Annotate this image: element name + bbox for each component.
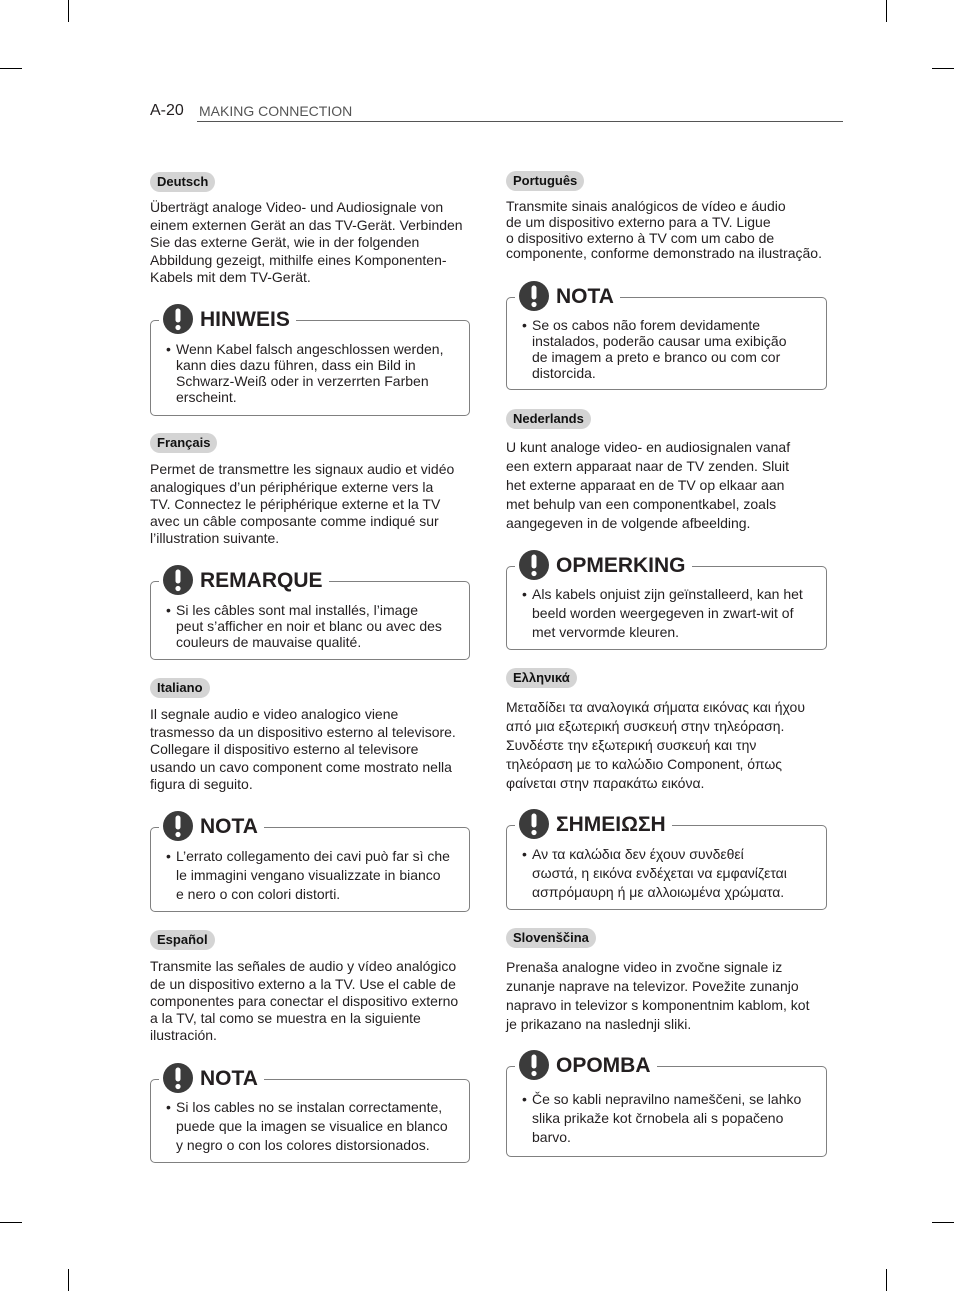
exclamation-icon	[519, 550, 549, 580]
note-box	[506, 812, 827, 910]
note-header	[515, 1050, 657, 1080]
note-line: • Se os cabos não forem devidamente	[532, 317, 761, 333]
body-line: l’illustration suivante.	[150, 530, 280, 547]
body-line: componentes para conectar el dispositivo externo	[150, 992, 459, 1009]
note-title: ΣΗΜΕΙΩΣΗ	[556, 812, 666, 836]
note-line: barvo.	[532, 1128, 571, 1145]
note-bullet-item	[176, 602, 442, 650]
crop-mark	[932, 1222, 954, 1223]
body-line: het externe apparaat en de TV op elkaar aan	[506, 476, 785, 493]
note-box	[506, 553, 827, 650]
exclamation-icon	[519, 1050, 549, 1080]
note-bullet-item	[532, 845, 787, 902]
body-line: ilustración.	[150, 1027, 217, 1044]
body-line: o dispositivo externo à TV com um cabo de	[506, 229, 775, 246]
exclamation-icon	[163, 811, 193, 841]
body-line: zunanje naprave na televizor. Povežite zunanjo	[506, 977, 799, 994]
note-header	[515, 550, 692, 580]
page-number: A-20	[150, 102, 184, 119]
body-line: Transmite sinais analógicos de vídeo e áudio	[506, 198, 786, 215]
crop-mark	[68, 0, 69, 22]
note-bullet-item	[532, 1090, 801, 1147]
body-line: Prenaša analogne video in zvočne signale iz	[506, 958, 783, 975]
exclamation-icon	[519, 809, 549, 839]
note-line: met vervormde kleuren.	[532, 623, 680, 640]
note-line: erscheint.	[176, 389, 237, 405]
body-line: usando un cavo component come mostrato nella	[150, 758, 452, 775]
note-line: peut s’afficher en noir et blanc ou avec des	[176, 618, 442, 634]
note-header	[159, 811, 264, 841]
note-box	[150, 568, 470, 660]
crop-mark	[68, 1269, 69, 1291]
body-line: Collegare il dispositivo esterno al televisore	[150, 741, 419, 758]
language-tag: Slovenščina	[506, 928, 596, 948]
note-box	[150, 1066, 470, 1163]
note-line: • Wenn Kabel falsch angeschlossen werden,	[176, 341, 444, 357]
body-line: Permet de transmettre les signaux audio et vidéo	[150, 461, 455, 478]
note-line: σωστά, η εικόνα ενδέχεται να εμφανίζεται	[532, 864, 787, 881]
section-body	[506, 958, 809, 1034]
section-body	[506, 698, 805, 793]
note-line: Schwarz-Weiß oder in verzerrten Farben	[176, 373, 429, 389]
note-bullet-item	[532, 317, 787, 381]
body-line: analogiques d’un périphérique externe vers la	[150, 478, 434, 495]
note-title: OPOMBA	[556, 1053, 651, 1077]
header-rule	[197, 121, 843, 122]
body-line: de un dispositivo externo a la TV. Use el cable de	[150, 975, 456, 992]
note-bullet-item	[176, 341, 443, 405]
note-line: kann dies dazu führen, dass ein Bild in	[176, 357, 416, 373]
note-title: HINWEIS	[200, 307, 290, 331]
language-tag: Deutsch	[150, 172, 215, 192]
language-tag: Español	[150, 930, 215, 950]
body-line: Μεταδίδει τα αναλογικά σήματα εικόνας και ήχου	[506, 698, 805, 715]
note-line: slika prikaže kot črnobela ali s popačeno	[532, 1109, 784, 1126]
section-body	[150, 199, 463, 287]
note-line: de imagem a preto e branco ou com cor	[532, 349, 781, 365]
language-tag: Português	[506, 171, 584, 191]
note-bullet-item	[176, 847, 450, 904]
body-line: aangegeven in de volgende afbeelding.	[506, 514, 751, 531]
body-line: avec un câble composante comme indiqué sur	[150, 513, 439, 530]
body-line: Sie das externe Gerät, wie in der folgenden	[150, 234, 420, 250]
note-box	[150, 814, 470, 912]
body-line: φαίνεται στην παρακάτω εικόνα.	[506, 774, 705, 791]
note-bullet-item	[532, 585, 803, 642]
body-line: από μια εξωτερική συσκευή στην τηλεόραση.	[506, 717, 785, 734]
note-title: NOTA	[200, 1066, 258, 1090]
note-line: ασπρόμαυρη ή με αλλοιωμένα χρώματα.	[532, 883, 785, 900]
language-tag: Français	[150, 433, 217, 453]
body-line: napravo in televizor s komponentnim kablom, kot	[506, 996, 810, 1013]
note-line: • Als kabels onjuist zijn geïnstalleerd, kan het	[532, 585, 803, 602]
exclamation-icon	[163, 565, 193, 595]
section-body	[506, 199, 822, 262]
crop-mark	[886, 0, 887, 22]
body-line: de um dispositivo externo para a TV. Ligue	[506, 213, 771, 230]
exclamation-icon	[163, 1063, 193, 1093]
note-line: puede que la imagen se visualice en blanco	[176, 1117, 448, 1134]
note-header	[159, 304, 296, 334]
crop-mark	[0, 1222, 22, 1223]
note-line: • Si los cables no se instalan correctamente,	[176, 1098, 443, 1115]
language-tag: Ελληνικά	[506, 668, 577, 688]
exclamation-icon	[519, 281, 549, 311]
crop-mark	[0, 68, 22, 69]
crop-mark	[932, 68, 954, 69]
note-box	[506, 1053, 827, 1157]
note-line: couleurs de mauvaise qualité.	[176, 634, 362, 650]
body-line: a la TV, tal como se muestra en la siguiente	[150, 1010, 421, 1027]
note-line: y negro o con los colores distorsionados.	[176, 1136, 430, 1153]
note-line: instalados, poderão causar uma exibição	[532, 333, 787, 349]
note-line: beeld worden weergegeven in zwart-wit of	[532, 604, 794, 621]
section-body	[150, 706, 456, 794]
section-body	[506, 438, 790, 533]
body-line: Kabels mit dem TV-Gerät.	[150, 269, 311, 285]
note-header	[515, 281, 620, 311]
body-line: met behulp van een componentkabel, zoals	[506, 495, 777, 512]
body-line: einem externen Gerät an das TV-Gerät. Verbinden	[150, 216, 463, 233]
crop-mark	[886, 1269, 887, 1291]
note-header	[159, 1063, 264, 1093]
section-body	[150, 461, 454, 547]
exclamation-icon	[163, 304, 193, 334]
note-header	[159, 565, 329, 595]
body-line: Abbildung gezeigt, mithilfe eines Komponenten-	[150, 251, 447, 268]
language-tag: Italiano	[150, 678, 210, 698]
section-body	[150, 958, 458, 1044]
body-line: een extern apparaat naar de TV zenden. Sluit	[506, 457, 790, 474]
note-title: REMARQUE	[200, 568, 323, 592]
body-line: Überträgt analoge Video- und Audiosignale von	[150, 199, 444, 215]
note-line: • Si les câbles sont mal installés, l’image	[176, 602, 418, 618]
body-line: componente, conforme demonstrado na ilustração.	[506, 245, 822, 262]
note-title: NOTA	[556, 284, 614, 308]
body-line: τηλεόραση με το καλώδιο Component, όπως	[506, 755, 783, 772]
body-line: Transmite las señales de audio y vídeo analógico	[150, 958, 457, 975]
note-line: • Če so kabli nepravilno nameščeni, se lahko	[532, 1090, 802, 1107]
note-box	[150, 307, 470, 416]
body-line: TV. Connectez le périphérique externe et la TV	[150, 495, 441, 512]
note-bullet-item	[176, 1098, 448, 1155]
body-line: Il segnale audio e video analogico viene	[150, 706, 399, 723]
note-line: • L’errato collegamento dei cavi può far sì che	[176, 847, 450, 864]
note-line: distorcida.	[532, 365, 596, 381]
body-line: Συνδέστε την εξωτερική συσκευή και την	[506, 736, 757, 753]
chapter-title: MAKING CONNECTION	[199, 103, 353, 119]
note-line: le immagini vengano visualizzate in bianco	[176, 866, 441, 883]
note-line: • Αν τα καλώδια δεν έχουν συνδεθεί	[532, 845, 744, 862]
body-line: je prikazano na naslednji sliki.	[506, 1015, 692, 1032]
note-title: OPMERKING	[556, 553, 686, 577]
note-line: e nero o con colori distorti.	[176, 885, 341, 902]
note-box	[506, 284, 827, 390]
body-line: U kunt analoge video- en audiosignalen vanaf	[506, 438, 791, 455]
note-title: NOTA	[200, 814, 258, 838]
body-line: figura di seguito.	[150, 776, 253, 793]
note-header	[515, 809, 672, 839]
language-tag: Nederlands	[506, 409, 591, 429]
body-line: trasmesso da un dispositivo esterno al televisore.	[150, 723, 456, 740]
